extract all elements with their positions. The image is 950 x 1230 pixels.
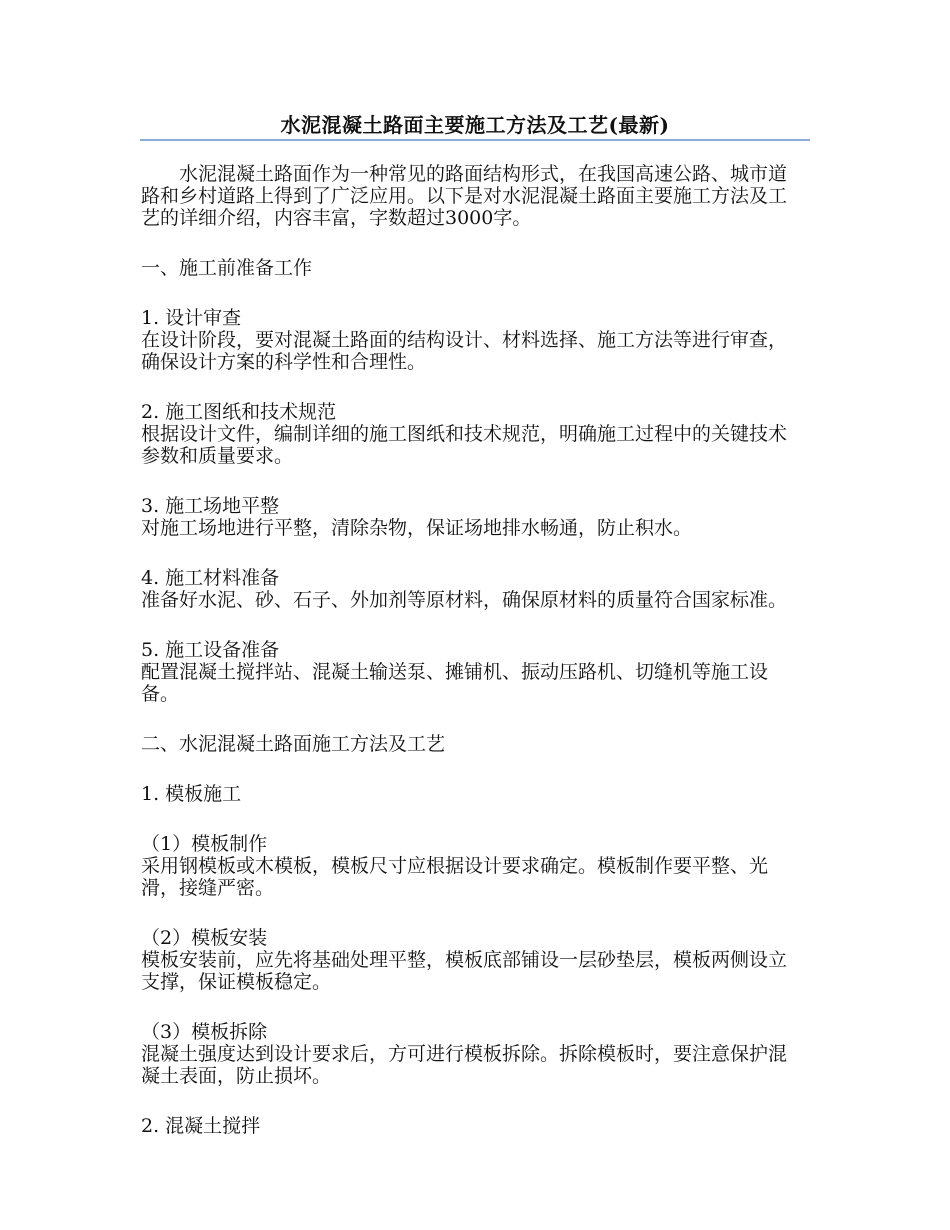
item-body: 根据设计文件，编制详细的施工图纸和技术规范，明确施工过程中的关键技术参数和质量要求。 [141, 423, 788, 467]
item-heading: （1）模板制作 [141, 833, 268, 855]
item-heading: 5. 施工设备准备 [141, 639, 280, 661]
item-body: 对施工场地进行平整，清除杂物，保证场地排水畅通，防止积水。 [141, 517, 693, 539]
item-heading: 2. 施工图纸和技术规范 [141, 401, 337, 423]
document-title: 水泥混凝土路面主要施工方法及工艺(最新) [280, 113, 670, 137]
subsection-heading-formwork: 1. 模板施工 [141, 783, 242, 805]
title-underline [140, 139, 810, 141]
section-heading-preparation: 一、施工前准备工作 [141, 257, 313, 279]
item-body: 配置混凝土搅拌站、混凝土输送泵、摊铺机、振动压路机、切缝机等施工设备。 [141, 661, 769, 705]
item-body: 准备好水泥、砂、石子、外加剂等原材料，确保原材料的质量符合国家标准。 [141, 589, 788, 611]
item-heading: 1. 设计审查 [141, 307, 242, 329]
document-body [141, 163, 801, 1137]
section-heading-methods: 二、水泥混凝土路面施工方法及工艺 [141, 733, 446, 755]
item-body: 采用钢模板或木模板，模板尺寸应根据设计要求确定。模板制作要平整、光滑，接缝严密。 [141, 855, 769, 899]
subsection-heading-mixing: 2. 混凝土搅拌 [141, 1115, 261, 1137]
item-heading: 3. 施工场地平整 [141, 495, 280, 517]
intro-paragraph: 水泥混凝土路面作为一种常见的路面结构形式，在我国高速公路、城市道路和乡村道路上得到了广泛应用。以下是对水泥混凝土路面主要施工方法及工艺的详细介绍，内容丰富，字数超过3000字。 [141, 163, 788, 229]
item-body: 模板安装前，应先将基础处理平整，模板底部铺设一层砂垫层，模板两侧设立支撑，保证模板稳定。 [141, 949, 788, 993]
item-body: 在设计阶段，要对混凝土路面的结构设计、材料选择、施工方法等进行审查，确保设计方案的科学性和合理性。 [141, 329, 788, 373]
item-heading: （2）模板安装 [141, 927, 268, 949]
item-heading: 4. 施工材料准备 [141, 567, 280, 589]
item-body: 混凝土强度达到设计要求后，方可进行模板拆除。拆除模板时，要注意保护混凝土表面，防止损坏。 [141, 1043, 788, 1087]
item-heading: （3）模板拆除 [141, 1021, 268, 1043]
